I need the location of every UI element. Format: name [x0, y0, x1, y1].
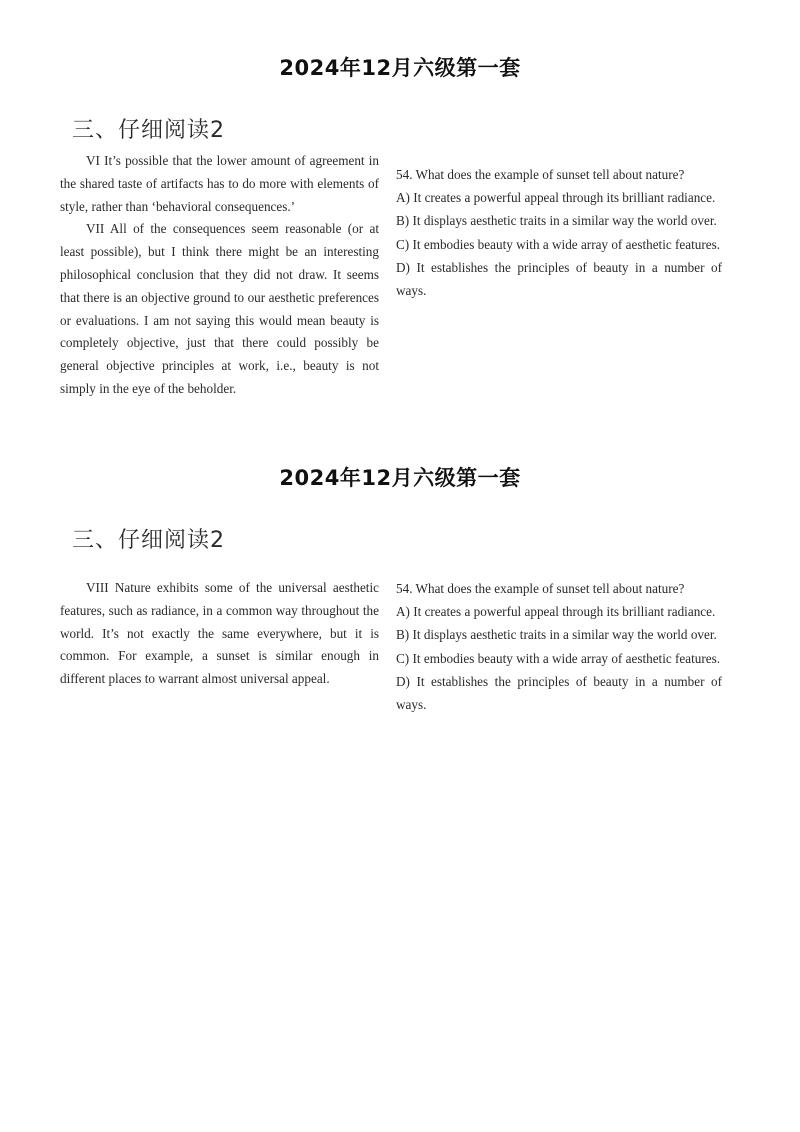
question-column — [396, 577, 722, 716]
answer-option-b: B) It displays aesthetic traits in a similar way the world over. — [396, 213, 717, 229]
question-stem: 54. What does the example of sunset tell about nature? — [396, 581, 685, 596]
answer-option-d: D) It establishes the principles of beauty in a number of ways. — [396, 259, 722, 299]
answer-option-c: C) It embodies beauty with a wide array of aesthetic features. — [396, 236, 721, 252]
answer-option-b: B) It displays aesthetic traits in a similar way the world over. — [396, 627, 717, 643]
answer-option-d: D) It establishes the principles of beauty in a number of ways. — [396, 673, 722, 713]
page-title: 2024年12月六级第一套 — [279, 466, 521, 490]
section-heading: 三、仔细阅读2 — [72, 528, 225, 553]
passage-column — [60, 577, 379, 691]
answer-option-c: C) It embodies beauty with a wide array of aesthetic features. — [396, 650, 721, 666]
page-title: 2024年12月六级第一套 — [279, 56, 521, 80]
passage-column — [60, 150, 379, 401]
passage-paragraph: VI It’s possible that the lower amount of agreement in the shared taste of artifacts has to do more with elements of style, rather than ‘behavioral consequences.’ — [60, 153, 379, 214]
answer-option-a: A) It creates a powerful appeal through its brilliant radiance. — [396, 604, 716, 620]
section-heading: 三、仔细阅读2 — [72, 118, 225, 143]
passage-paragraph: VIII Nature exhibits some of the universal aesthetic features, such as radiance, in a common way throughout the world. It’s not exactly the same everywhere, but it is common. For example, a sunset is similar enough in different places to warrant almost universal appeal. — [60, 580, 379, 687]
passage-paragraph: VII All of the consequences seem reasonable (or at least possible), but I think there might be an interesting philosophical conclusion that they did not draw. It seems that there is an objective ground to our aesthetic preferences or evaluations. I am not saying this would mean beauty is completely objective, just that there could possibly be general objective principles at work, i.e., beauty is not simply in the eye of the beholder. — [60, 221, 379, 396]
answer-option-a: A) It creates a powerful appeal through its brilliant radiance. — [396, 190, 716, 206]
question-column — [396, 163, 722, 302]
question-stem: 54. What does the example of sunset tell about nature? — [396, 167, 685, 182]
